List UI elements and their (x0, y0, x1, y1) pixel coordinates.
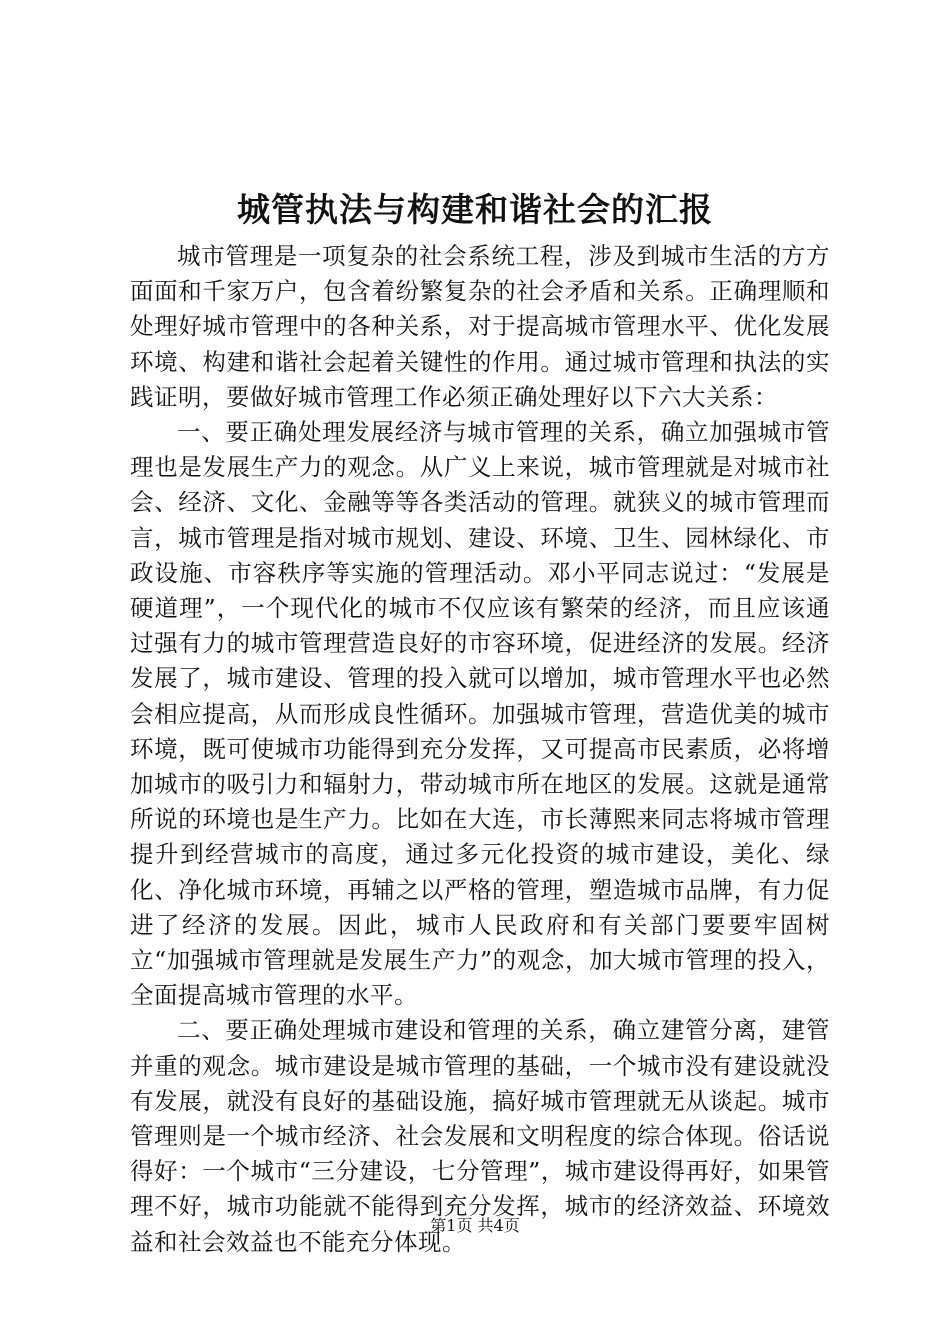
paragraph-section-1: 一、要正确处理发展经济与城市管理的关系，确立加强城市管理也是发展生产力的观念。从广义上来说，城市管理就是对城市社会、经济、文化、金融等等各类活动的管理。就狭义的城市管理而言，城市管理是指对城市规划、建设、环境、卫生、园林绿化、市政设施、市容秩序等实施的管理活动。邓小平同志说过：“发展是硬道理”，一个现代化的城市不仅应该有繁荣的经济，而且应该通过强有力的城市管理营造良好的市容环境，促进经济的发展。经济发展了，城市建设、管理的投入就可以增加，城市管理水平也必然会相应提高，从而形成良性循环。加强城市管理，营造优美的城市环境，既可使城市功能得到充分发挥，又可提高市民素质，必将增加城市的吸引力和辐射力，带动城市所在地区的发展。这就是通常所说的环境也是生产力。比如在大连，市长薄熙来同志将城市管理提升到经营城市的高度，通过多元化投资的城市建设，美化、绿化、净化城市环境，再辅之以严格的管理，塑造城市品牌，有力促进了经济的发展。因此，城市人民政府和有关部门要要牢固树立“加强城市管理就是发展生产力”的观念，加大城市管理的投入，全面提高城市管理的水平。 (130, 418, 830, 1010)
paragraph-intro: 城市管理是一项复杂的社会系统工程，涉及到城市生活的方方面面和千家万户，包含着纷繁复杂的社会矛盾和关系。正确理顺和处理好城市管理中的各种关系，对于提高城市管理水平、优化发展环境、构建和谐社会起着关键性的作用。通过城市管理和执法的实践证明，要做好城市管理工作必须正确处理好以下六大关系： (130, 242, 830, 411)
document-body (130, 239, 830, 1260)
paragraph-section-2: 二、要正确处理城市建设和管理的关系，确立建管分离，建管并重的观念。城市建设是城市管理的基础，一个城市没有建设就没有发展，就没有良好的基础设施，搞好城市管理就无从谈起。城市管理则是一个城市经济、社会发展和文明程度的综合体现。俗话说得好：一个城市“三分建设，七分管理”，城市建设得再好，如果管理不好，城市功能就不能得到充分发挥，城市的经济效益、环境效益和社会效益也不能充分体现。 (130, 1016, 830, 1256)
document-title: 城管执法与构建和谐社会的汇报 (237, 190, 713, 229)
page-number-footer: 第1页 共4页 (430, 1216, 520, 1235)
